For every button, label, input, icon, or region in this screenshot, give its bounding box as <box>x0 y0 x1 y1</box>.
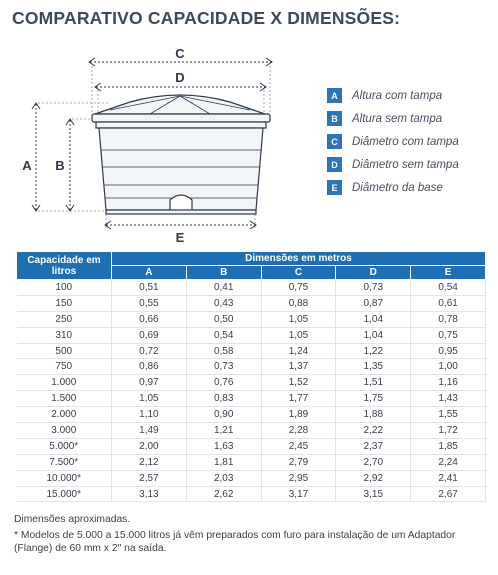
dimension-cell: 0,69 <box>112 327 187 343</box>
legend-badge: E <box>327 180 342 195</box>
column-header-b: B <box>186 266 261 280</box>
dimension-cell: 1,51 <box>336 375 411 391</box>
dimension-cell: 1,21 <box>186 423 261 439</box>
capacity-cell: 1.000 <box>17 375 112 391</box>
dimension-c-label: C <box>175 46 185 61</box>
dimension-cell: 1,55 <box>411 407 486 423</box>
dimension-legend <box>327 84 497 199</box>
dimension-cell: 2,57 <box>112 470 187 486</box>
dimension-cell: 2,70 <box>336 454 411 470</box>
dimension-cell: 1,22 <box>336 343 411 359</box>
note-approximate: Dimensões aproximadas. <box>14 514 131 525</box>
table-body <box>17 280 486 502</box>
dimension-cell: 1,05 <box>261 327 336 343</box>
dimension-cell: 3,17 <box>261 486 336 502</box>
capacity-cell: 250 <box>17 311 112 327</box>
dimension-cell: 1,77 <box>261 391 336 407</box>
dimension-cell: 1,10 <box>112 407 187 423</box>
table-row <box>17 407 486 423</box>
capacity-cell: 10.000* <box>17 470 112 486</box>
capacity-cell: 5.000* <box>17 438 112 454</box>
dimension-cell: 1,35 <box>336 359 411 375</box>
dimension-cell: 1,43 <box>411 391 486 407</box>
dimension-cell: 0,61 <box>411 295 486 311</box>
dimension-cell: 2,28 <box>261 423 336 439</box>
dimension-cell: 2,12 <box>112 454 187 470</box>
dimension-cell: 0,73 <box>186 359 261 375</box>
dimension-cell: 0,73 <box>336 280 411 296</box>
legend-item-d <box>327 153 497 176</box>
legend-badge: B <box>327 111 342 126</box>
dimension-cell: 2,22 <box>336 423 411 439</box>
dimension-cell: 0,55 <box>112 295 187 311</box>
dimension-cell: 2,62 <box>186 486 261 502</box>
table-row <box>17 391 486 407</box>
dimension-cell: 3,15 <box>336 486 411 502</box>
dimension-cell: 2,03 <box>186 470 261 486</box>
dimension-cell: 0,95 <box>411 343 486 359</box>
dimension-cell: 2,92 <box>336 470 411 486</box>
dimension-cell: 0,43 <box>186 295 261 311</box>
column-header-d: D <box>336 266 411 280</box>
legend-text: Diâmetro da base <box>352 181 443 194</box>
capacity-cell: 750 <box>17 359 112 375</box>
table-row <box>17 327 486 343</box>
dimension-cell: 0,41 <box>186 280 261 296</box>
table-row <box>17 343 486 359</box>
dimension-cell: 0,54 <box>411 280 486 296</box>
capacity-cell: 3.000 <box>17 423 112 439</box>
dimension-cell: 2,37 <box>336 438 411 454</box>
dimension-cell: 0,51 <box>112 280 187 296</box>
water-tank-illustration <box>92 95 270 214</box>
legend-badge: D <box>327 157 342 172</box>
dimension-cell: 2,79 <box>261 454 336 470</box>
footnotes <box>14 513 492 558</box>
dimension-cell: 2,67 <box>411 486 486 502</box>
dimension-cell: 0,86 <box>112 359 187 375</box>
table-row <box>17 295 486 311</box>
dimension-cell: 0,75 <box>411 327 486 343</box>
dimension-cell: 0,75 <box>261 280 336 296</box>
capacity-cell: 1.500 <box>17 391 112 407</box>
table-row <box>17 359 486 375</box>
legend-item-a <box>327 84 497 107</box>
dimension-cell: 1,88 <box>336 407 411 423</box>
dimension-cell: 1,72 <box>411 423 486 439</box>
dimension-cell: 0,50 <box>186 311 261 327</box>
dimension-cell: 1,16 <box>411 375 486 391</box>
dimension-cell: 3,13 <box>112 486 187 502</box>
dimension-cell: 1,00 <box>411 359 486 375</box>
dimension-cell: 0,78 <box>411 311 486 327</box>
dimension-cell: 1,75 <box>336 391 411 407</box>
capacity-cell: 7.500* <box>17 454 112 470</box>
note-flange: * Modelos de 5.000 a 15.000 litros já vêm preparados com furo para instalação de um Adaptador (Flange) de 60 mm x 2" na saída. <box>14 530 456 554</box>
dimension-cell: 0,83 <box>186 391 261 407</box>
dimension-cell: 1,49 <box>112 423 187 439</box>
dimension-cell: 0,58 <box>186 343 261 359</box>
table-row <box>17 375 486 391</box>
dimension-cell: 0,72 <box>112 343 187 359</box>
table-row <box>17 423 486 439</box>
dimension-cell: 0,97 <box>112 375 187 391</box>
dimension-cell: 2,24 <box>411 454 486 470</box>
dimension-cell: 2,45 <box>261 438 336 454</box>
capacity-dimensions-table <box>16 251 486 502</box>
capacity-cell: 150 <box>17 295 112 311</box>
dimension-cell: 1,63 <box>186 438 261 454</box>
capacity-cell: 500 <box>17 343 112 359</box>
dimension-cell: 2,00 <box>112 438 187 454</box>
legend-text: Diâmetro com tampa <box>352 135 459 148</box>
dimension-cell: 0,76 <box>186 375 261 391</box>
dimension-b-label: B <box>55 158 65 173</box>
dimension-cell: 0,90 <box>186 407 261 423</box>
legend-text: Diâmetro sem tampa <box>352 158 459 171</box>
table-row <box>17 454 486 470</box>
dimension-e-label: E <box>175 230 185 245</box>
capacity-cell: 100 <box>17 280 112 296</box>
dimensions-group-header: Dimensões em metros <box>112 252 486 266</box>
dimension-cell: 0,54 <box>186 327 261 343</box>
table-row <box>17 438 486 454</box>
legend-item-b <box>327 107 497 130</box>
dimension-cell: 1,89 <box>261 407 336 423</box>
dimension-cell: 0,66 <box>112 311 187 327</box>
dimension-cell: 0,88 <box>261 295 336 311</box>
table-row <box>17 470 486 486</box>
table-row <box>17 311 486 327</box>
legend-text: Altura sem tampa <box>352 112 443 125</box>
capacity-cell: 15.000* <box>17 486 112 502</box>
dimension-cell: 1,04 <box>336 311 411 327</box>
capacity-cell: 310 <box>17 327 112 343</box>
page-title: COMPARATIVO CAPACIDADE X DIMENSÕES: <box>12 8 401 28</box>
dimension-cell: 1,05 <box>261 311 336 327</box>
dimension-cell: 2,95 <box>261 470 336 486</box>
dimension-cell: 1,04 <box>336 327 411 343</box>
dimension-cell: 1,52 <box>261 375 336 391</box>
column-header-c: C <box>261 266 336 280</box>
legend-item-c <box>327 130 497 153</box>
dimension-cell: 0,87 <box>336 295 411 311</box>
column-header-e: E <box>411 266 486 280</box>
dimension-cell: 1,85 <box>411 438 486 454</box>
legend-item-e <box>327 176 497 199</box>
dimension-cell: 1,24 <box>261 343 336 359</box>
dimension-cell: 1,81 <box>186 454 261 470</box>
dimension-cell: 1,05 <box>112 391 187 407</box>
capacity-header: Capacidade em litros <box>17 252 112 280</box>
legend-badge: A <box>327 88 342 103</box>
column-header-a: A <box>112 266 187 280</box>
table-row <box>17 280 486 296</box>
dimension-a-label: A <box>22 158 32 173</box>
dimension-cell: 2,41 <box>411 470 486 486</box>
table-row <box>17 486 486 502</box>
legend-text: Altura com tampa <box>352 89 443 102</box>
dimension-cell: 1,37 <box>261 359 336 375</box>
capacity-cell: 2.000 <box>17 407 112 423</box>
legend-badge: C <box>327 134 342 149</box>
dimension-d-label: D <box>175 70 185 85</box>
